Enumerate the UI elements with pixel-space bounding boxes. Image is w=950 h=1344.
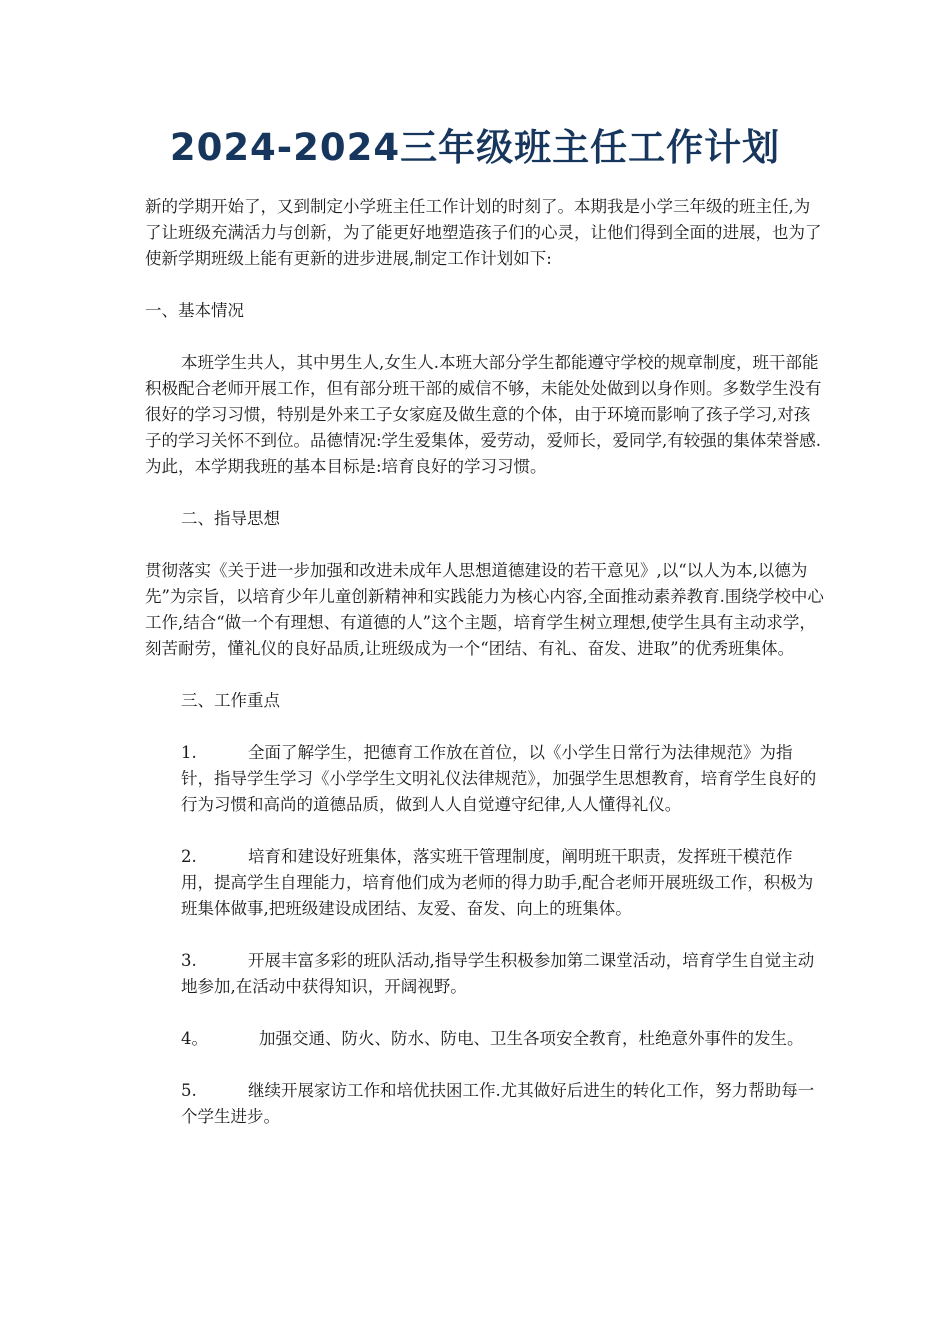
list-item-3	[145, 948, 825, 1000]
list-item-text: 开展丰富多彩的班队活动,指导学生积极参加第二课堂活动，培育学生自觉主动地参加,在活动中获得知识，开阔视野。	[181, 951, 815, 996]
section-3-heading: 三、工作重点	[181, 691, 280, 710]
list-item-number: 4。	[181, 1029, 208, 1048]
section-1-heading: 一、基本情况	[145, 301, 244, 320]
spacer	[145, 818, 825, 844]
spacer	[145, 714, 825, 740]
list-item-2	[145, 844, 825, 922]
section-1-body: 本班学生共人，其中男生人,女生人.本班大部分学生都能遵守学校的规章制度，班干部能积极配合老师开展工作，但有部分班干部的威信不够，未能处处做到以身作则。多数学生没有很好的学习习惯，特别是外来工子女家庭及做生意的个体，由于环境而影响了孩子学习,对孩子的学习关怀不到位。品德情况:学生爱集体，爱劳动，爱师长，爱同学,有较强的集体荣誉感.为此，本学期我班的基本目标是:培育良好的学习习惯。	[145, 353, 822, 476]
list-item-text: 加强交通、防火、防水、防电、卫生各项安全教育，杜绝意外事件的发生。	[259, 1029, 804, 1048]
list-item-number: 3.	[181, 951, 197, 970]
spacer	[145, 272, 825, 298]
intro-paragraph: 新的学期开始了，又到制定小学班主任工作计划的时刻了。本期我是小学三年级的班主任,为了让班级充满活力与创新，为了能更好地塑造孩子们的心灵，让他们得到全面的进展，也为了使新学期班级上能有更新的进步进展,制定工作计划如下:	[145, 197, 822, 268]
section-2-heading: 二、指导思想	[181, 509, 280, 528]
spacer	[145, 1052, 825, 1078]
list-item-number: 1.	[181, 743, 197, 762]
document-title: 2024-2024三年级班主任工作计划	[169, 126, 781, 169]
list-item-text: 继续开展家访工作和培优扶困工作.尤其做好后进生的转化工作，努力帮助每一个学生进步。	[181, 1081, 815, 1126]
spacer	[145, 480, 825, 506]
spacer	[145, 1000, 825, 1026]
list-item-text: 全面了解学生，把德育工作放在首位，以《小学生日常行为法律规范》为指针，指导学生学习《小学学生文明礼仪法律规范》，加强学生思想教育，培育学生良好的行为习惯和高尚的道德品质，做到人人自觉遵守纪律,人人懂得礼仪。	[181, 743, 817, 814]
list-item-text: 培育和建设好班集体，落实班干管理制度，阐明班干职责，发挥班干模范作用，提高学生自理能力，培育他们成为老师的得力助手,配合老师开展班级工作，积极为班集体做事,把班级建设成团结、友爱、奋发、向上的班集体。	[181, 847, 814, 918]
list-item-number: 2.	[181, 847, 197, 866]
spacer	[145, 922, 825, 948]
section-2-body: 贯彻落实《关于进一步加强和改进未成年人思想道德建设的若干意见》,以“以人为本,以德为先”为宗旨，以培育少年儿童创新精神和实践能力为核心内容,全面推动素养教育.围绕学校中心工作,结合“做一个有理想、有道德的人”这个主题，培育学生树立理想,使学生具有主动求学，刻苦耐劳，懂礼仪的良好品质,让班级成为一个“团结、有礼、奋发、进取”的优秀班集体。	[145, 561, 824, 658]
list-item-4	[145, 1026, 825, 1052]
document-body	[145, 194, 825, 1130]
spacer	[145, 662, 825, 688]
list-item-5	[145, 1078, 825, 1130]
list-item-number: 5.	[181, 1081, 197, 1100]
list-item-1	[145, 740, 825, 818]
spacer	[145, 532, 825, 558]
spacer	[145, 324, 825, 350]
